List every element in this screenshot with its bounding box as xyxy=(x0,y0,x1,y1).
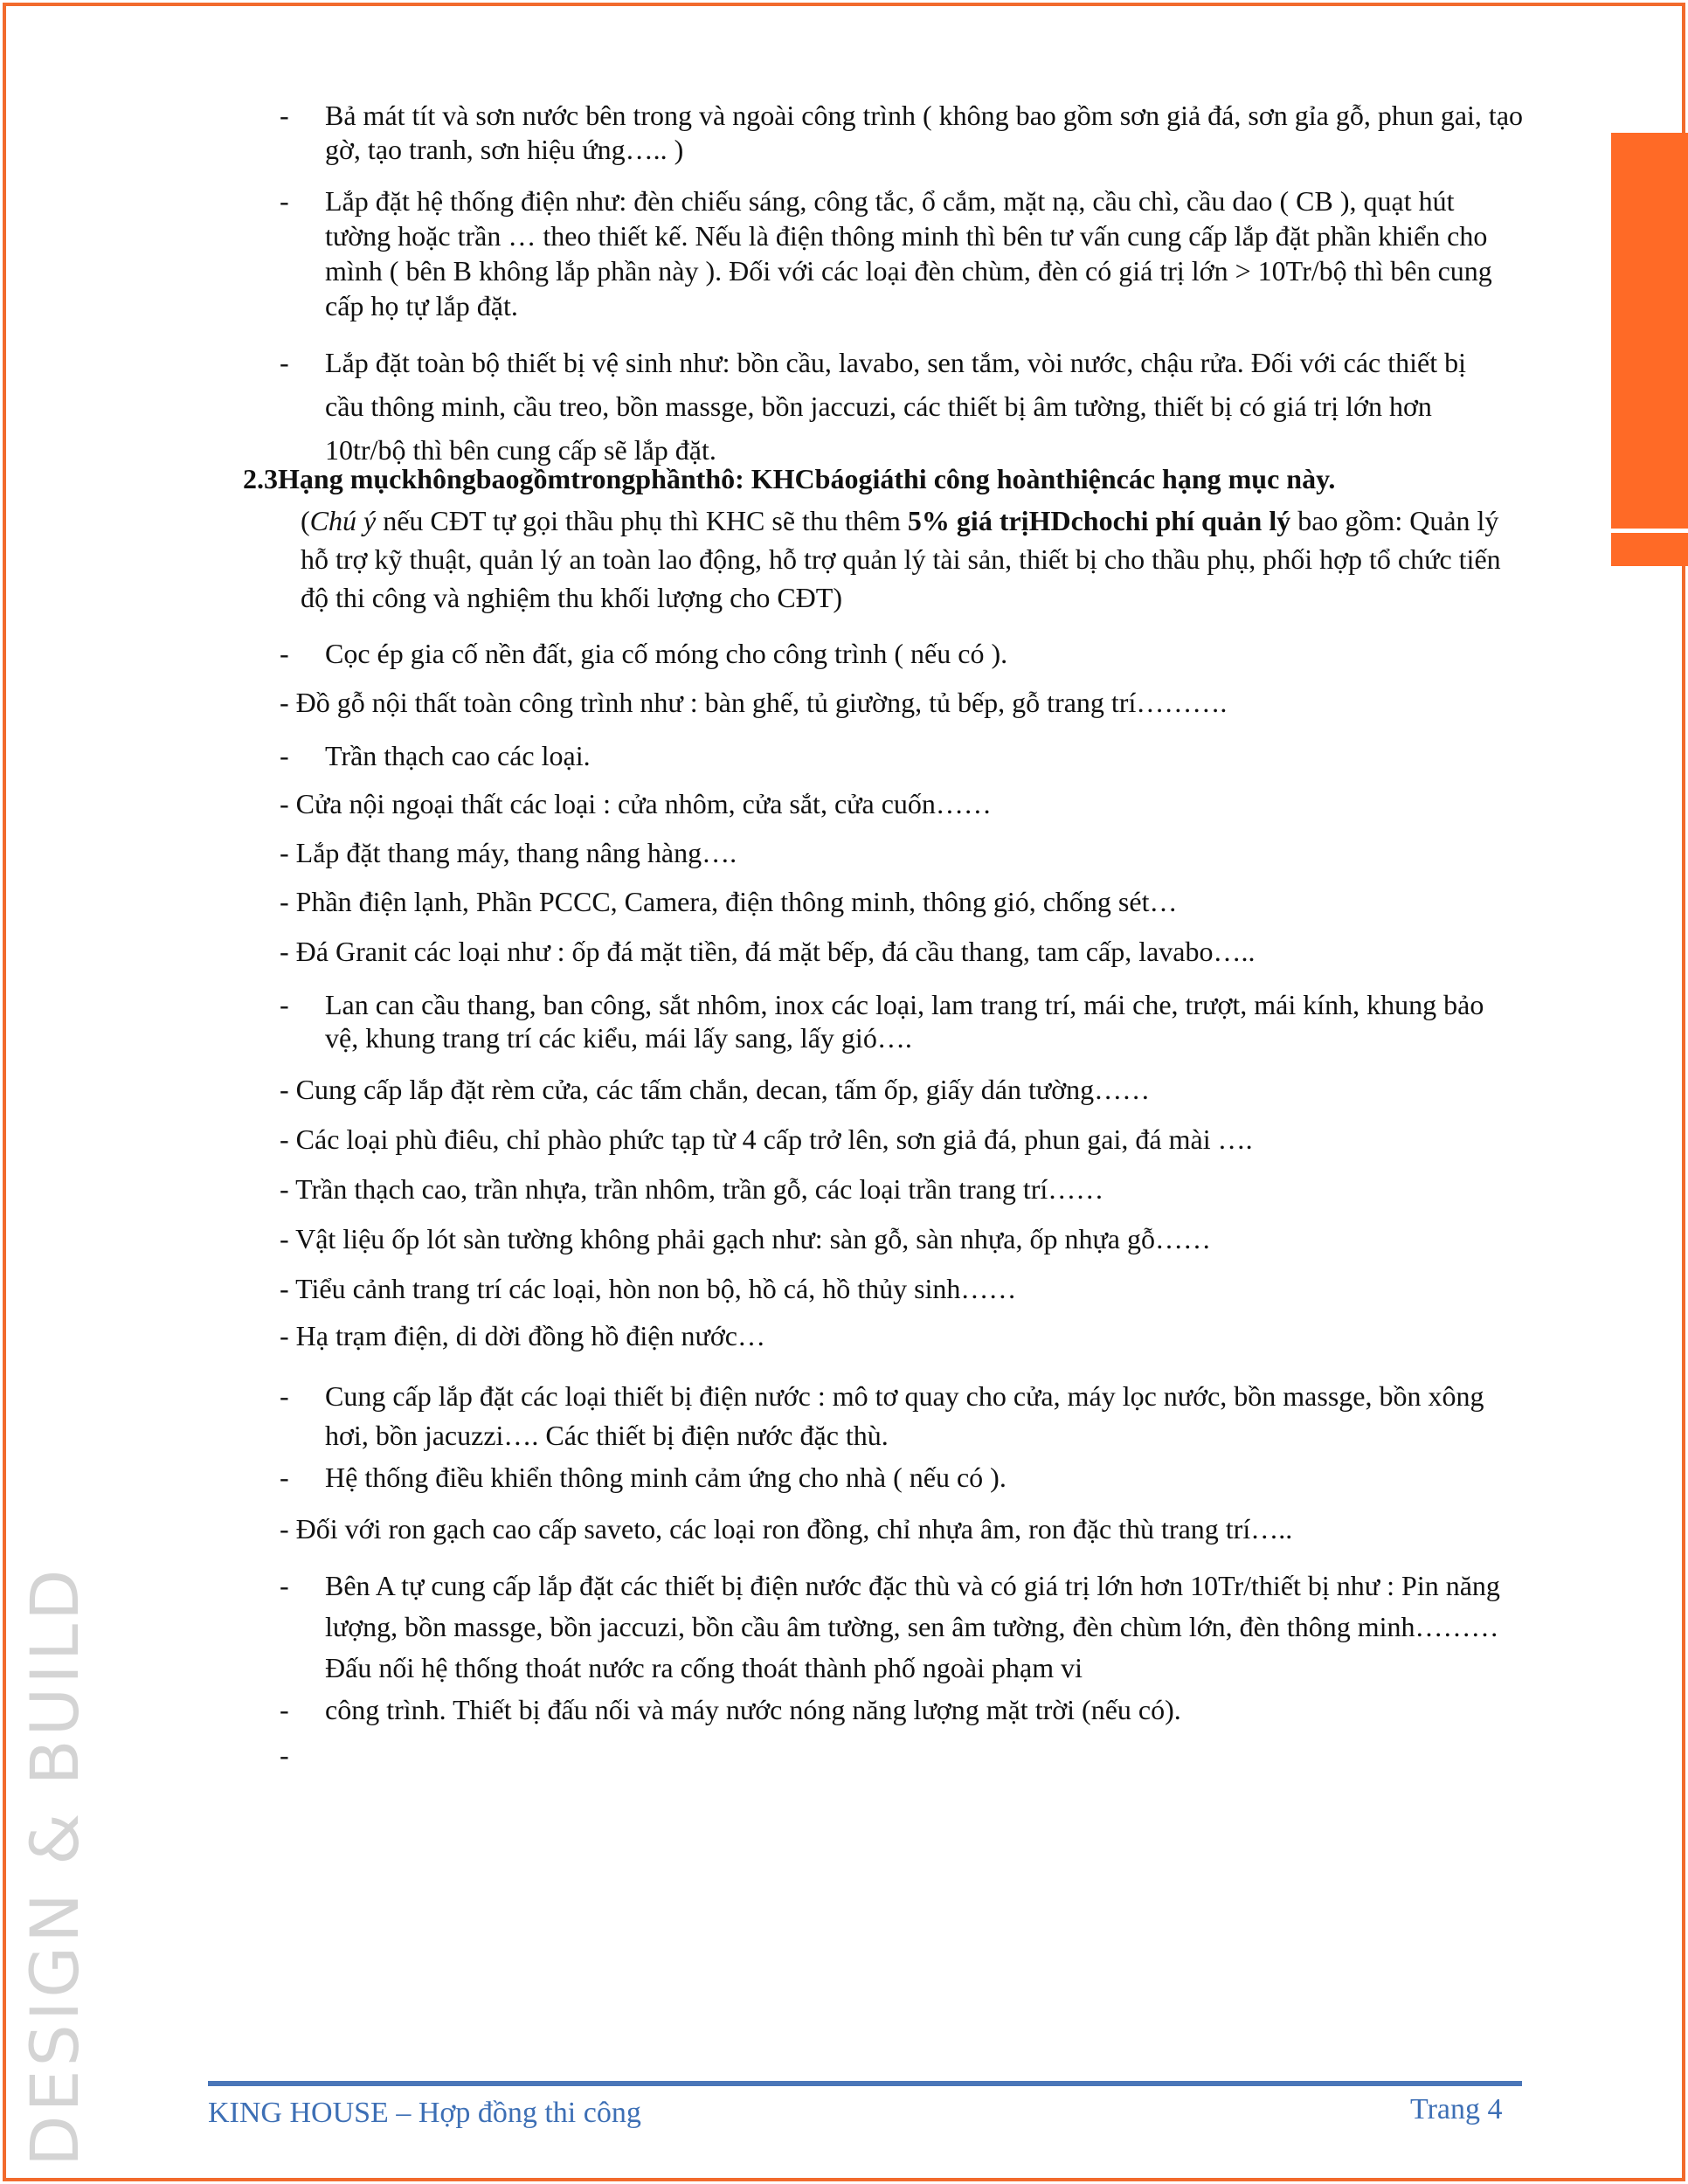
section-title: Hạng mụckhôngbaogồmtrongphầnthô: KHCbáogiáthi công hoànthiệncác hạng mục này. xyxy=(278,463,1336,494)
section-heading-2-3 xyxy=(243,460,1510,498)
list-item-text: Hệ thống điều khiển thông minh cảm ứng cho nhà ( nếu có ). xyxy=(325,1462,1007,1493)
note-italic: Chú ý xyxy=(309,505,377,536)
list-item-text: Lắp đặt toàn bộ thiết bị vệ sinh như: bồn cầu, lavabo, sen tắm, vòi nước, chậu rửa. Đối với các thiết bị cầu thông minh, cầu treo, bồn massge, bồn jaccuzi, các thiết bị âm tường, thiết bị có giá trị lớn hơn 10tr/bộ thì bên cung cấp sẽ lắp đặt. xyxy=(325,347,1466,466)
footer-divider xyxy=(208,2081,1522,2086)
bullet-dash: - xyxy=(280,1570,289,1601)
list-item: - Vật liệu ốp lót sàn tường không phải gạch như: sàn gỗ, sàn nhựa, ốp nhựa gỗ…… xyxy=(280,1223,1211,1254)
list-item-text: Lan can cầu thang, ban công, sắt nhôm, inox các loại, lam trang trí, mái che, trượt, mái kính, khung bảo vệ, khung trang trí các kiểu, mái lấy sang, lấy gió…. xyxy=(325,989,1484,1054)
note-open: ( xyxy=(301,505,310,536)
list-item: - Cửa nội ngoại thất các loại : cửa nhôm, cửa sắt, cửa cuốn…… xyxy=(280,788,992,819)
design-build-watermark: DESIGN & BUILD xyxy=(16,1565,93,2167)
list-item-text: Trần thạch cao các loại. xyxy=(325,740,591,771)
note-bold: 5% giá trịHDchochi phí quản lý xyxy=(907,505,1291,536)
bullet-dash: - xyxy=(280,347,289,378)
footer-page-number: Trang 4 xyxy=(1410,2093,1503,2125)
list-item-text: Bả mát tít và sơn nước bên trong và ngoài công trình ( không bao gồm sơn giả đá, sơn gỉa gỗ, phun gai, tạo gờ, tạo tranh, sơn hiệu ứng….. ) xyxy=(325,100,1524,165)
list-item-text: Bên A tự cung cấp lắp đặt các thiết bị điện nước đặc thù và có giá trị lớn hơn 10Tr/thiết bị như : Pin năng lượng, bồn massge, bồn jaccuzi, bồn cầu âm tường, sen âm tường, đèn chùm lớn, đèn thông minh……… Đấu nối hệ thống thoát nước ra cống thoát thành phố ngoài phạm vi xyxy=(325,1570,1500,1683)
bullet-dash: - xyxy=(280,100,289,131)
list-item: - Các loại phù điêu, chỉ phào phức tạp từ 4 cấp trở lên, sơn giả đá, phun gai, đá mài …. xyxy=(280,1123,1253,1155)
list-item: - Trần thạch cao, trần nhựa, trần nhôm, trần gỗ, các loại trần trang trí…… xyxy=(280,1173,1104,1205)
list-item-text: Cọc ép gia cố nền đất, gia cố móng cho công trình ( nếu có ). xyxy=(325,638,1008,669)
list-item-text: công trình. Thiết bị đấu nối và máy nước nóng năng lượng mặt trời (nếu có). xyxy=(325,1694,1181,1725)
list-item: - Lắp đặt thang máy, thang nâng hàng…. xyxy=(280,837,737,868)
bullet-dash: - xyxy=(280,638,289,669)
list-item: - Hạ trạm điện, di dời đồng hồ điện nước… xyxy=(280,1320,765,1351)
section-number: 2.3 xyxy=(243,463,278,494)
bullet-dash: - xyxy=(280,1380,289,1412)
list-item-text: Cung cấp lắp đặt các loại thiết bị điện nước : mô tơ quay cho cửa, máy lọc nước, bồn massge, bồn xông hơi, bồn jacuzzi…. Các thiết bị điện nước đặc thù. xyxy=(325,1380,1484,1451)
list-item: - Đối với ron gạch cao cấp saveto, các loại ron đồng, chỉ nhựa âm, ron đặc thù trang trí….. xyxy=(280,1513,1293,1545)
bullet-dash: - xyxy=(280,989,289,1020)
note-after: bao gồm: Quản lý hỗ trợ kỹ thuật, quản lý an toàn lao động, hỗ trợ quản lý tài sản, thiết bị cho thầu phụ, phối hợp tổ chức tiến độ thi công và nghiệm thu khối lượng cho CĐT) xyxy=(301,505,1501,613)
list-item: - Tiểu cảnh trang trí các loại, hòn non bộ, hồ cá, hồ thủy sinh…… xyxy=(280,1273,1017,1304)
list-item: - Phần điện lạnh, Phần PCCC, Camera, điện thông minh, thông gió, chống sét… xyxy=(280,886,1178,917)
bullet-dash: - xyxy=(280,1694,289,1725)
footer-document-title: KING HOUSE – Hợp đồng thi công xyxy=(208,2097,641,2129)
list-item: - Cung cấp lắp đặt rèm cửa, các tấm chắn, decan, tấm ốp, giấy dán tường…… xyxy=(280,1074,1151,1105)
bullet-dash: - xyxy=(280,185,289,217)
list-item: - Đá Granit các loại như : ốp đá mặt tiền, đá mặt bếp, đá cầu thang, tam cấp, lavabo….. xyxy=(280,936,1256,967)
bullet-dash: - xyxy=(280,1739,289,1771)
bullet-dash: - xyxy=(280,1462,289,1493)
list-item: - Đồ gỗ nội thất toàn công trình như : bàn ghế, tủ giường, tủ bếp, gỗ trang trí………. xyxy=(280,687,1228,718)
bullet-dash: - xyxy=(280,740,289,771)
list-item-text: Lắp đặt hệ thống điện như: đèn chiếu sáng, công tắc, ổ cắm, mặt nạ, cầu chì, cầu dao ( CB ), quạt hút tường hoặc trần … theo thiết kế. Nếu là điện thông minh thì bên tư vấn cung cấp lắp đặt phần khiển cho mình ( bên B không lắp phần này ). Đối với các loại đèn chùm, đèn có giá trị lớn > 10Tr/bộ thì bên cung cấp họ tự lắp đặt. xyxy=(325,185,1492,321)
note-before-bold: nếu CĐT tự gọi thầu phụ thì KHC sẽ thu thêm xyxy=(376,505,908,536)
section-note xyxy=(301,501,1524,617)
